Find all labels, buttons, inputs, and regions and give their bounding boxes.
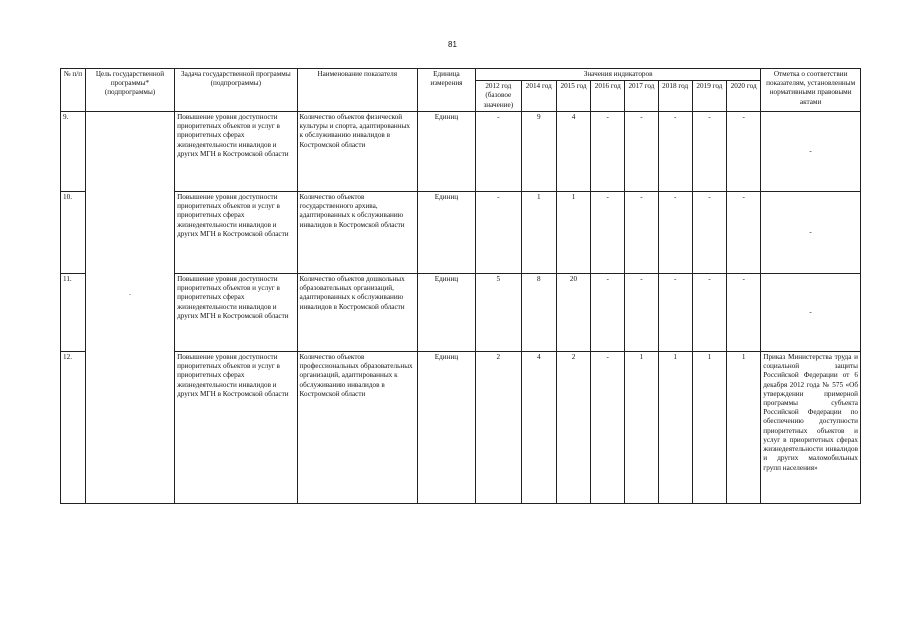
- value-cell: -: [692, 191, 726, 273]
- header-task: Задача государственной программы (подпрограммы): [175, 69, 297, 112]
- unit-cell: Единиц: [417, 191, 475, 273]
- value-cell: -: [727, 111, 761, 191]
- header-year: 2019 год: [692, 81, 726, 112]
- header-year: 2020 год: [727, 81, 761, 112]
- value-cell: -: [625, 111, 658, 191]
- row-num: 12.: [61, 351, 86, 503]
- value-cell: -: [727, 191, 761, 273]
- value-cell: -: [692, 111, 726, 191]
- value-cell: 2: [475, 351, 521, 503]
- value-cell: -: [591, 273, 625, 351]
- compliance-cell: Приказ Министерства труда и социальной защиты Российской Федерации от 6 декабря 2012 года № 575 «Об утверждении примерной программы субъекта Российской Федерации по обеспечению доступности приоритетных объектов и услуг в приоритетных сферах жизнедеятельности инвалидов и других маломобильных групп населения»: [761, 351, 861, 503]
- row-num: 10.: [61, 191, 86, 273]
- header-year: 2018 год: [658, 81, 692, 112]
- unit-cell: Единиц: [417, 273, 475, 351]
- table-row: [61, 111, 861, 191]
- value-cell: -: [591, 191, 625, 273]
- value-cell: 20: [556, 273, 590, 351]
- value-cell: 1: [727, 351, 761, 503]
- task-cell: Повышение уровня доступности приоритетных объектов и услуг в приоритетных сферах жизнедеятельности инвалидов и других МГН в Костромской области: [175, 111, 297, 191]
- header-year: 2015 год: [556, 81, 590, 112]
- row-num: 9.: [61, 111, 86, 191]
- value-cell: -: [591, 111, 625, 191]
- value-cell: 1: [556, 191, 590, 273]
- unit-cell: Единиц: [417, 351, 475, 503]
- indicator-cell: Количество объектов профессиональных образовательных организаций, адаптированных к обслуживанию инвалидов в Костромской области: [297, 351, 417, 503]
- value-cell: 9: [521, 111, 556, 191]
- page-number: 81: [448, 40, 457, 49]
- header-year: 2016 год: [591, 81, 625, 112]
- dot-mark: ·: [128, 290, 132, 299]
- value-cell: 1: [692, 351, 726, 503]
- value-cell: -: [692, 273, 726, 351]
- compliance-cell: -: [761, 273, 861, 351]
- table-row: [61, 191, 861, 273]
- header-unit: Единица измерения: [417, 69, 475, 112]
- indicator-cell: Количество объектов физической культуры и спорта, адаптированных к обслуживанию инвалидов в Костромской области: [297, 111, 417, 191]
- task-cell: Повышение уровня доступности приоритетных объектов и услуг в приоритетных сферах жизнедеятельности инвалидов и других МГН в Костромской области: [175, 351, 297, 503]
- value-cell: 1: [658, 351, 692, 503]
- header-num: № п/п: [61, 69, 86, 112]
- value-cell: 8: [521, 273, 556, 351]
- value-cell: 2: [556, 351, 590, 503]
- indicators-table: [60, 68, 861, 504]
- compliance-cell: -: [761, 111, 861, 191]
- indicator-cell: Количество объектов дошкольных образовательных организаций, адаптированных к обслуживанию инвалидов в Костромской области: [297, 273, 417, 351]
- task-cell: Повышение уровня доступности приоритетных объектов и услуг в приоритетных сферах жизнедеятельности инвалидов и других МГН в Костромской области: [175, 191, 297, 273]
- value-cell: -: [625, 191, 658, 273]
- value-cell: -: [658, 191, 692, 273]
- goal-cell: [85, 111, 174, 503]
- header-compliance: Отметка о соответствии показателям, установленным нормативными правовыми актами: [761, 69, 861, 112]
- value-cell: 4: [556, 111, 590, 191]
- header-indicator: Наименование показателя: [297, 69, 417, 112]
- header-values-group: Значения индикаторов: [475, 69, 760, 81]
- value-cell: -: [591, 351, 625, 503]
- header-year: 2012 год (базовое значение): [475, 81, 521, 112]
- value-cell: -: [475, 111, 521, 191]
- table-row: [61, 273, 861, 351]
- value-cell: 5: [475, 273, 521, 351]
- header-goal: Цель государственной программы* (подпрограммы): [85, 69, 174, 112]
- task-cell: Повышение уровня доступности приоритетных объектов и услуг в приоритетных сферах жизнедеятельности инвалидов и других МГН в Костромской области: [175, 273, 297, 351]
- value-cell: 1: [521, 191, 556, 273]
- value-cell: -: [658, 111, 692, 191]
- unit-cell: Единиц: [417, 111, 475, 191]
- value-cell: -: [475, 191, 521, 273]
- header-row-1: [61, 69, 861, 81]
- compliance-cell: -: [761, 191, 861, 273]
- value-cell: -: [727, 273, 761, 351]
- value-cell: -: [658, 273, 692, 351]
- table-row: [61, 351, 861, 503]
- value-cell: 1: [625, 351, 658, 503]
- value-cell: 4: [521, 351, 556, 503]
- indicator-cell: Количество объектов государственного архива, адаптированных к обслуживанию инвалидов в Костромской области: [297, 191, 417, 273]
- value-cell: -: [625, 273, 658, 351]
- header-year: 2014 год: [521, 81, 556, 112]
- row-num: 11.: [61, 273, 86, 351]
- header-year: 2017 год: [625, 81, 658, 112]
